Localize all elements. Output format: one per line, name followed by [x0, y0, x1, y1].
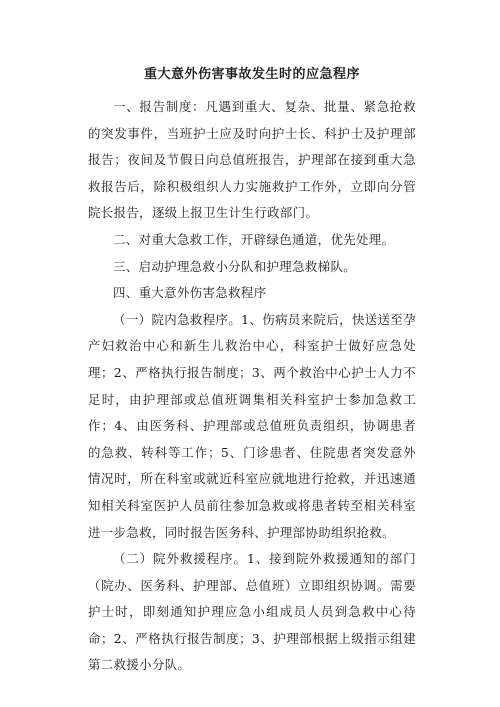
paragraph-green-channel: 二、对重大急救工作，开辟绿色通道，优先处理。: [113, 231, 395, 247]
paragraph-out-of-hospital-procedure: （二）院外救援程序。1、接到院外救援通知的部门（院办、医务科、护理部、总值班）立即组织协调。需要护士时，即刻通知护理应急小组成员人员到急救中心待命；2、严格执行报告制度；3、护理部根据上级指示组建第二救援小分队。: [88, 551, 416, 673]
document-title: 重大意外伤害事故发生时的应急程序: [143, 67, 360, 82]
paragraph-procedure-heading: 四、重大意外伤害急救程序: [113, 285, 267, 301]
paragraph-in-hospital-procedure: （一）院内急救程序。1、伤病员来院后，快送送至孕产妇救治中心和新生儿救治中心，科室护士做好应急处理；2、严格执行报告制度；3、两个救治中心护士人力不足时，由护理部或总值班调集相关科室护士参加急救工作；4、由医务科、护理部或总值班负责组织，协调患者的急救、转科等工作；5、门诊患者、住院患者突发意外情况时，所在科室或就近科室应就地进行抢救，并迅速通知相关科室医护人员前往参加急救或将患者转至相关科室进一步急救，同时报告医务科、护理部协助组织抢救。: [88, 311, 416, 540]
paragraph-reporting-system: 一、报告制度：凡遇到重大、复杂、批量、紧急抢救的突发事件，当班护士应及时向护士长、科护士及护理部报告；夜间及节假日向总值班报告，护理部在接到重大急救报告后，除积极组织人力实施救护工作外，立即向分管院长报告，逐级上报卫生计生行政部门。: [88, 99, 416, 221]
paragraph-emergency-team: 三、启动护理急救小分队和护理急救梯队。: [113, 258, 357, 274]
